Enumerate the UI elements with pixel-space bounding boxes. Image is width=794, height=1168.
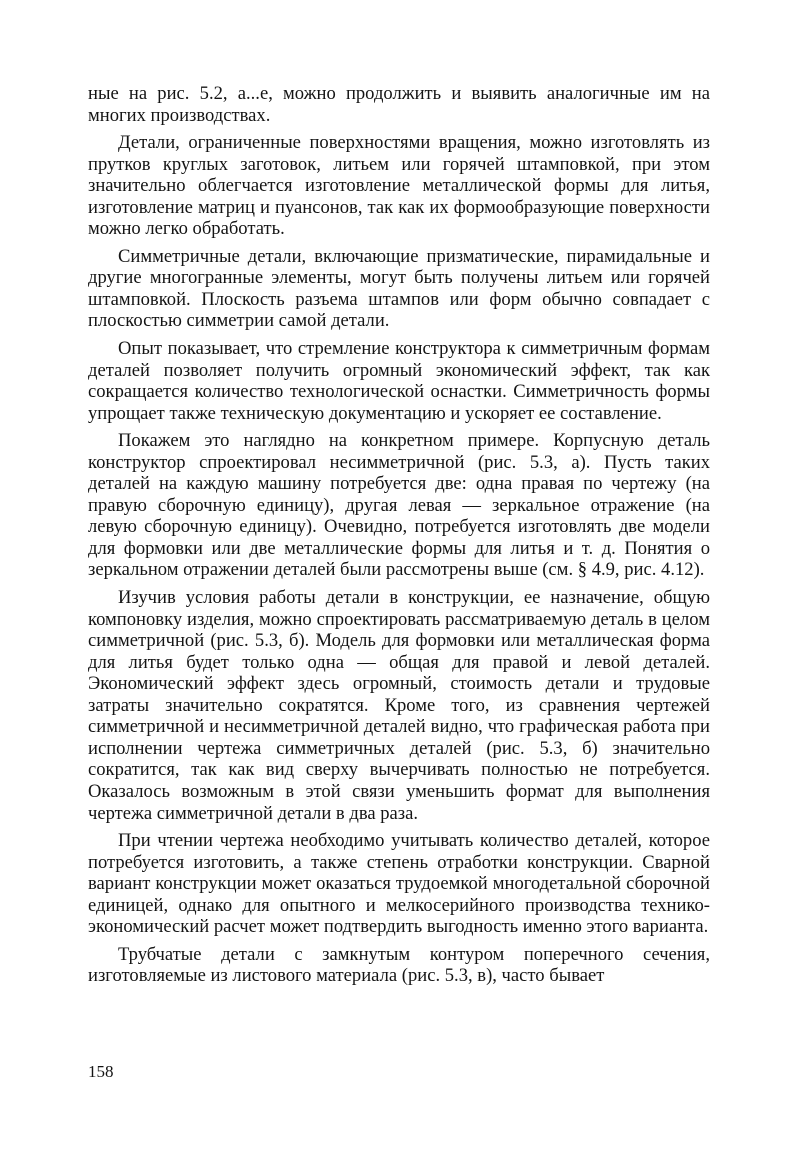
paragraph-symmetric-design: Изучив условия работы детали в конструкции, ее назначение, общую компоновку изделия, можно спроектировать рассматриваемую деталь в целом симметричной (рис. 5.3, б). Модель для формовки или металлическая форма для литья будет только одна — общая для правой и левой деталей. Экономический эффект здесь огромный, стоимость детали и трудовые затраты значительно сократятся. Кроме того, из сравнения чертежей симметричной и несимметричной деталей видно, что графическая работа при исполнении чертежа симметричных деталей (рис. 5.3, б) значительно сократится, так как вид сверху вычерчивать полностью не потребуется. Оказалось возможным в этой связи уменьшить формат для выполнения чертежа симметричной детали в два раза. [88, 587, 710, 824]
paragraph-economic-effect: Опыт показывает, что стремление конструктора к симметричным формам деталей позволяет получить огромный экономический эффект, так как сокращается количество технологической оснастки. Симметричность формы упрощает также техническую документацию и ускоряет ее составление. [88, 338, 710, 424]
page-number: 158 [88, 1062, 114, 1081]
paragraph-tubular-parts: Трубчатые детали с замкнутым контуром поперечного сечения, изготовляемые из листового материала (рис. 5.3, в), часто бывает [88, 943, 710, 987]
paragraph-symmetric-parts: Симметричные детали, включающие призматические, пирамидальные и другие многогранные элементы, могут быть получены литьем или горячей штамповкой. Плоскость разъема штампов или форм обычно совпадает с плоскостью симметрии самой детали. [88, 245, 710, 332]
paragraph-example: Покажем это наглядно на конкретном примере. Корпусную деталь конструктор спроектировал несимметричной (рис. 5.3, а). Пусть таких деталей на каждую машину потребуется две: одна правая по чертежу (на правую сборочную единицу), другая левая — зеркальное отражение (на левую сборочную единицу). Очевидно, потребуется изготовлять две модели для формовки или две металлические формы для литья и т. д. Понятия о зеркальном отражении деталей были рассмотрены выше (см. § 4.9, рис. 4.12). [88, 430, 710, 581]
paragraph-rotation-parts: Детали, ограниченные поверхностями вращения, можно изготовлять из прутков круглых заготовок, литьем или горячей штамповкой, при этом значительно облегчается изготовление металлической формы для литья, изготовление матриц и пуансонов, так как их формообразующие поверхности можно легко обработать. [88, 132, 710, 240]
paragraph-drawing-reading: При чтении чертежа необходимо учитывать количество деталей, которое потребуется изготовить, а также степень отработки конструкции. Сварной вариант конструкции может оказаться трудоемкой многодетальной сборочной единицей, однако для опытного и мелкосерийного производства технико-экономический расчет может подтвердить выгодность именно этого варианта. [88, 830, 710, 938]
body-text [88, 83, 710, 993]
paragraph-continuation: ные на рис. 5.2, а...е, можно продолжить и выявить аналогичные им на многих производствах. [88, 83, 710, 126]
